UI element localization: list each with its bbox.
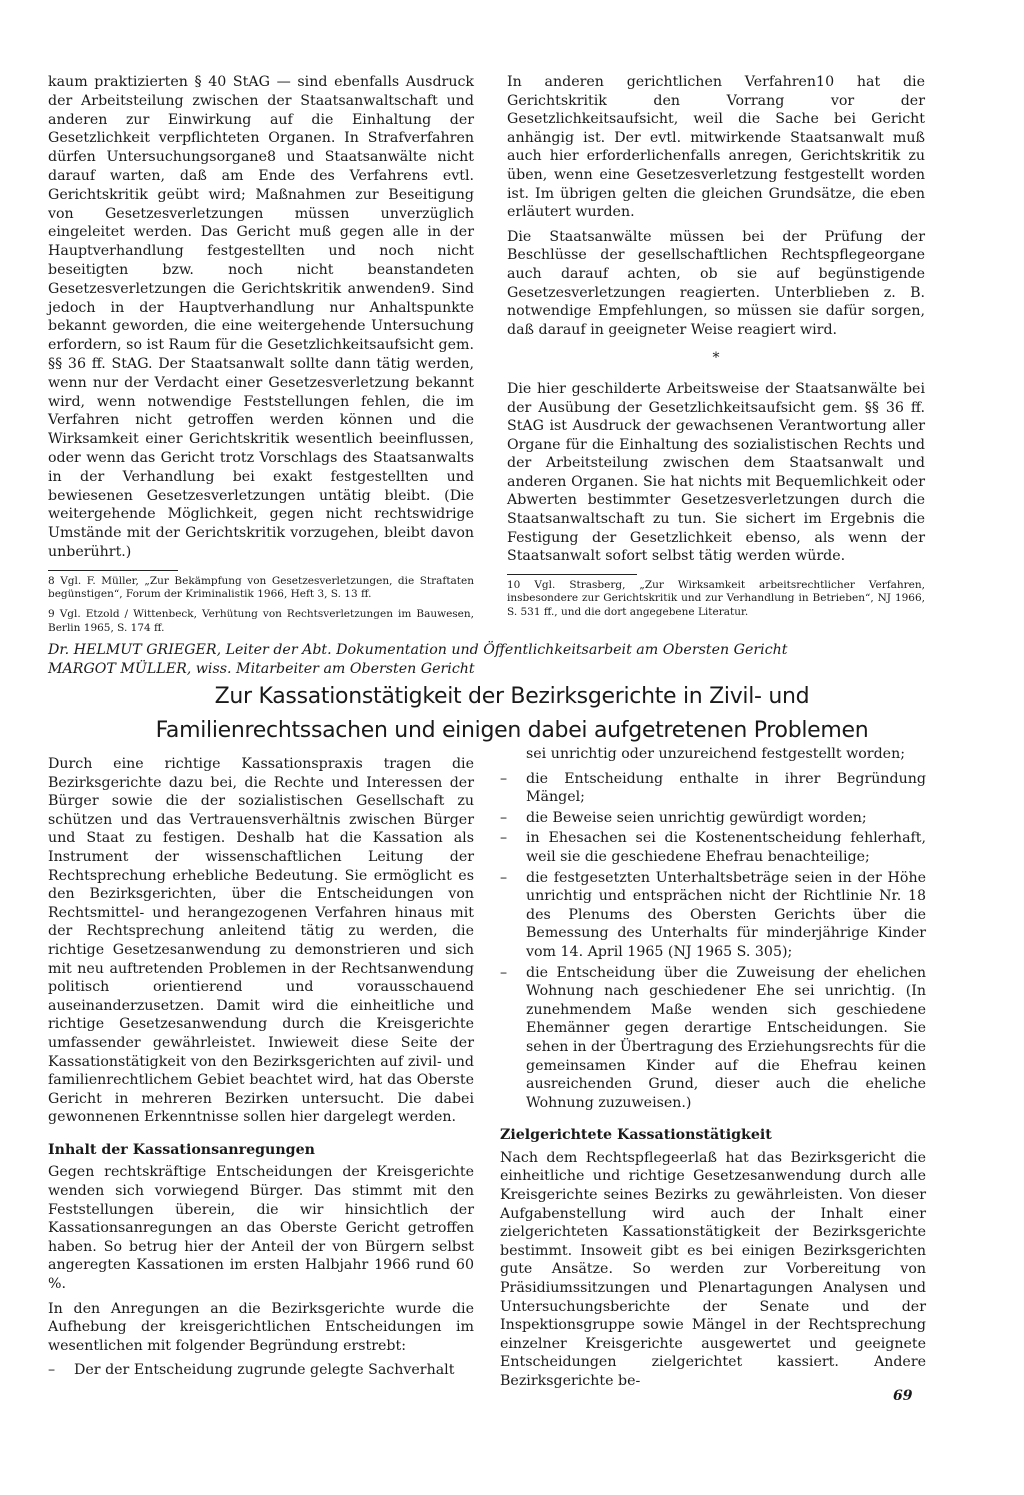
author-line: MARGOT MÜLLER, wiss. Mitarbeiter am Obersten Gericht — [48, 660, 475, 677]
list-item: – die festgesetzten Unterhaltsbeträge seien in der Höhe unrichtig und entsprächen nicht der Richtlinie Nr. 18 des Plenums des Obersten Gerichts über die Bemessung des Unterhalts für minderjährige Kinder vom 14. April 1965 (NJ 1965 S. 305); — [500, 869, 926, 962]
author-block — [48, 641, 948, 679]
column-bottom-left — [48, 755, 474, 1384]
footnote-10: 10 Vgl. Strasberg, „Zur Wirksamkeit arbeitsrechtlicher Verfahren, insbesondere zur Gerichtskritik und zur Verhandlung in Betrieben“, NJ 1966, S. 531 ff., und die dort angegebene Literatur. — [507, 578, 925, 619]
footnote-8: 8 Vgl. F. Müller, „Zur Bekämpfung von Gesetzesverletzungen, die Straftaten begünstigen“, Forum der Kriminalistik 1966, Heft 3, S. 13 ff. — [48, 574, 474, 601]
reason-list — [48, 1361, 474, 1380]
list-item-continuation: sei unrichtig oder unzureichend festgestellt worden; — [526, 746, 905, 762]
article-title — [48, 680, 976, 748]
list-item: – die Entscheidung über die Zuweisung der ehelichen Wohnung nach geschiedener Ehe sei unrichtig. (In zunehmendem Maße wenden sich geschiedene Ehemänner gegen derartige Entscheidungen. Sie sehen in der Übertragung des Erziehungsrechts für die gemeinsamen Kinder auf die Ehefrau keinen ausreichenden Grund, dieser auch die eheliche Wohnung zuzuweisen.) — [500, 964, 926, 1113]
section-heading: Inhalt der Kassationsanregungen — [48, 1141, 315, 1158]
footnote-rule — [507, 574, 637, 575]
reason-list — [500, 770, 926, 1113]
column-bottom-right — [500, 745, 926, 1397]
article-title-line: Familienrechtssachen und einigen dabei aufgetretenen Problemen — [155, 718, 869, 743]
page-number: 69 — [893, 1388, 913, 1404]
list-item: – in Ehesachen sei die Kostenentscheidung fehlerhaft, weil sie die geschiedene Ehefrau benachteilige; — [500, 829, 926, 866]
column-top-right — [507, 73, 925, 626]
body-paragraph: Die Staatsanwälte müssen bei der Prüfung der Beschlüsse der gesellschaftlichen Rechtspflegeorgane auch darauf achten, ob sie auf begünstigende Gesetzesverletzungen reagierten. Unterblieben z. B. notwendige Empfehlungen, so müssen sie dafür sorgen, daß darauf in geeigneter Weise reagiert wird. — [507, 228, 925, 338]
article-title-line: Zur Kassationstätigkeit der Bezirksgerichte in Zivil- und — [214, 684, 810, 709]
body-paragraph: kaum praktizierten § 40 StAG — sind ebenfalls Ausdruck der Arbeitsteilung zwischen der Staatsanwaltschaft und anderen zur Einwirkung auf die Einhaltung der Gesetzlichkeit verpflichteten Organen. In Strafverfahren dürfen Untersuchungsorgane8 und Staatsanwälte nicht darauf warten, daß am Ende des Verfahrens evtl. Gerichtskritik geübt wird; Maßnahmen zur Beseitigung von Gesetzesverletzungen müssen unverzüglich eingeleitet werden. Das Gericht muß gegen alle in der Hauptverhandlung festgestellten und noch nicht beseitigten bzw. noch nicht beanstandeten Gesetzesverletzungen die Gerichtskritik anwenden9. Sind jedoch in der Hauptverhandlung nur Anhaltspunkte bekannt geworden, die eine weitergehende Untersuchung erfordern, so ist Raum für die Gesetzlichkeitsaufsicht gem. §§ 36 ff. StAG. Der Staatsanwalt sollte dann tätig werden, wenn nur der Verdacht einer Gesetzesverletzung bekannt wird, wenn notwendige Feststellungen fehlen, die im Verfahren nicht getroffen werden können und die Wirksamkeit einer Gerichtskritik wesentlich beeinflussen, oder wenn das Gericht trotz Vorschlags des Staatsanwalts in der Verhandlung bei exakt festgestellten und bewiesenen Gesetzesverletzungen untätig bleibt. (Die weitergehende Möglichkeit, gegen nicht rechtswidrige Umstände mit der Gerichtskritik vorzugehen, bleibt davon unberührt.) — [48, 74, 474, 560]
column-top-left — [48, 73, 474, 641]
list-item: – Der der Entscheidung zugrunde gelegte Sachverhalt — [48, 1361, 474, 1380]
body-paragraph: Nach dem Rechtspflegeerlaß hat das Bezirksgericht die einheitliche und richtige Gesetzesanwendung durch alle Kreisgerichte seines Bezirks zu gewährleisten. Von dieser Aufgabenstellung wird auch der Inhalt einer zielgerichteten Kassationstätigkeit der Bezirksgerichte bestimmt. Insoweit gibt es bei einigen Bezirksgerichten gute Ansätze. So werden zur Vorbereitung von Präsidiumssitzungen und Plenartagungen Analysen und Untersuchungsberichte der Senate und der Inspektionsgruppe sowie Mängel in der Rechtsprechung einzelner Kreisgerichte ausgewertet und geeignete Entscheidungen zielgerichtet kassiert. Andere Bezirksgerichte be- — [500, 1149, 926, 1389]
list-item: – die Beweise seien unrichtig gewürdigt worden; — [500, 809, 926, 828]
body-paragraph: In anderen gerichtlichen Verfahren10 hat die Gerichtskritik den Vorrang vor der Gesetzlichkeitsaufsicht, weil die Sache bei Gericht anhängig ist. Der evtl. mitwirkende Staatsanwalt muß auch hier erforderlichenfalls anregen, Gerichtskritik zu üben, wenn eine Gesetzesverletzung festgestellt worden ist. Im übrigen gelten die gleichen Grundsätze, die eben erläutert wurden. — [507, 74, 925, 221]
body-paragraph: In den Anregungen an die Bezirksgerichte wurde die Aufhebung der kreisgerichtlichen Entscheidungen im wesentlichen mit folgender Begründung erstrebt: — [48, 1300, 474, 1354]
list-item: – die Entscheidung enthalte in ihrer Begründung Mängel; — [500, 770, 926, 807]
footnote-rule — [48, 570, 178, 571]
footnote-9: 9 Vgl. Etzold / Wittenbeck, Verhütung von Rechtsverletzungen im Bauwesen, Berlin 1965, S. 174 ff. — [48, 607, 474, 634]
author-line: Dr. HELMUT GRIEGER, Leiter der Abt. Dokumentation und Öffentlichkeitsarbeit am Obersten Gericht — [48, 642, 788, 658]
section-separator: * — [712, 350, 720, 367]
section-heading: Zielgerichtete Kassationstätigkeit — [500, 1127, 772, 1144]
body-paragraph: Gegen rechtskräftige Entscheidungen der Kreisgerichte wenden sich vorwiegend Bürger. Das stimmt mit den Feststellungen überein, die wir hinsichtlich der Kassationsanregungen an das Oberste Gericht getroffen haben. So betrug hier der Anteil der von Bürgern selbst angeregten Kassationen im ersten Halbjahr 1966 rund 60 %. — [48, 1164, 474, 1293]
body-paragraph: Die hier geschilderte Arbeitsweise der Staatsanwälte bei der Ausübung der Gesetzlichkeitsaufsicht gem. §§ 36 ff. StAG ist Ausdruck der gewachsenen Verantwortung aller Organe für die Einhaltung des sozialistischen Rechts und der Arbeitsteilung zwischen dem Staatsanwalt und anderen Organen. Sie hat nichts mit Bequemlichkeit oder Abwerten bestimmter Gesetzesverletzungen durch die Staatsanwaltschaft zu tun. Sie sichert im Ergebnis die Festigung der Gesetzlichkeit ebenso, als wenn der Staatsanwalt sofort selbst tätig werden würde. — [507, 380, 925, 565]
intro-paragraph: Durch eine richtige Kassationspraxis tragen die Bezirksgerichte dazu bei, die Rechte und Interessen der Bürger sowie die der sozialistischen Gesellschaft zu schützen und das Vertrauensverhältnis zwischen Bürger und Staat zu festigen. Deshalb hat die Kassation als Instrument der wissenschaftlichen Leitung der Rechtsprechung erhebliche Bedeutung. Sie ermöglicht es den Bezirksgerichten, über die Entscheidungen von Rechtsmittel- und herangezogenen Verfahren hinaus mit der Rechtsprechung anleitend tätig zu werden, die richtige Gesetzesanwendung zu demonstrieren und sich mit neu auftretenden Problemen in der Rechtsanwendung politisch orientierend und vorausschauend auseinanderzusetzen. Damit wird die einheitliche und richtige Gesetzesanwendung durch die Kreisgerichte umfassender gewährleistet. Inwieweit diese Seite der Kassationstätigkeit von den Bezirksgerichten auf zivil- und familienrechtlichem Gebiet beachtet wird, hat das Oberste Gericht in mehreren Bezirken untersucht. Die dabei gewonnenen Erkenntnisse sollen hier dargelegt werden. — [48, 756, 474, 1126]
